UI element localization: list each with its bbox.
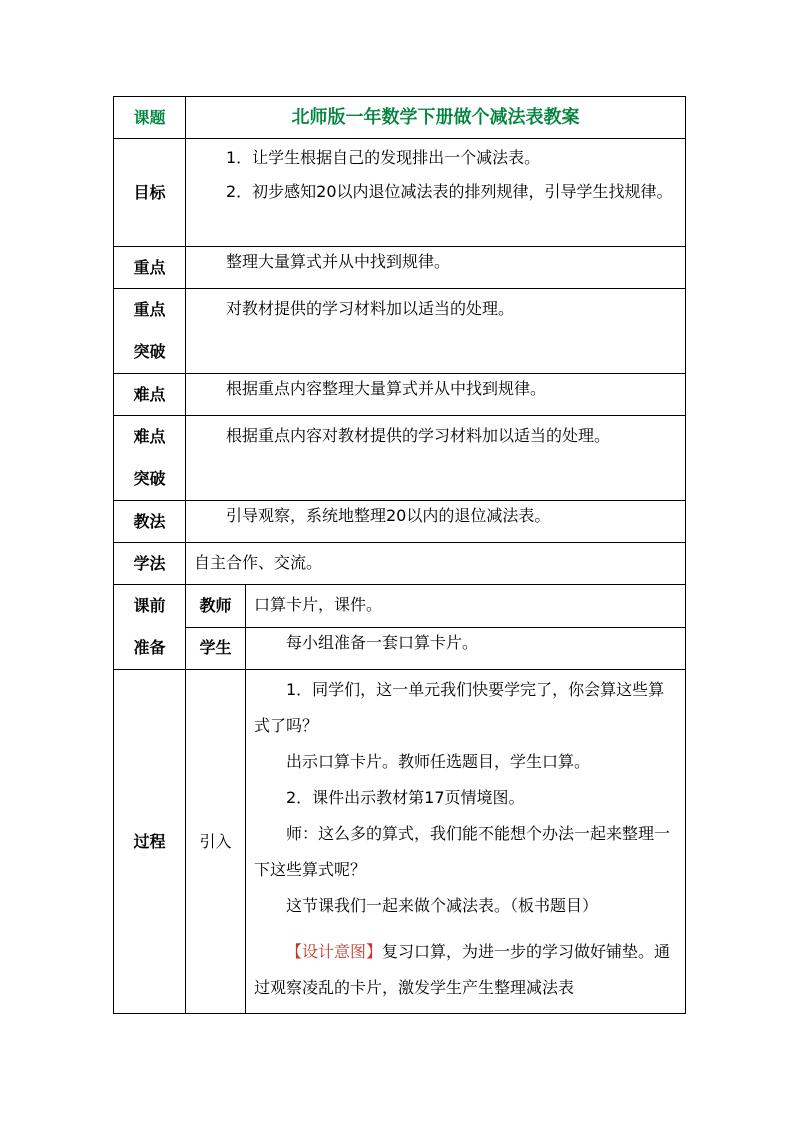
goal-item: 1．让学生根据自己的发现排出一个减法表。	[226, 148, 541, 167]
page-title: 北师版一年数学下册做个减法表教案	[186, 97, 686, 139]
key-break-label-1: 重点	[133, 300, 166, 319]
process-stage: 引入	[186, 670, 246, 1014]
difficulty-label: 难点	[114, 374, 186, 416]
prep-student-row	[114, 627, 686, 670]
key-break-text: 对教材提供的学习材料加以适当的处理。	[186, 289, 686, 374]
key-break-row	[114, 289, 686, 374]
process-line: 1．同学们，这一单元我们快要学完了，你会算这些算式了吗？	[254, 680, 665, 735]
diff-break-label-2: 突破	[133, 469, 166, 488]
method-learn-row	[114, 543, 686, 585]
prep-teacher-row	[114, 585, 686, 628]
key-point-text: 整理大量算式并从中找到规律。	[186, 247, 686, 289]
prep-teacher-text: 口算卡片，课件。	[246, 585, 686, 628]
method-teach-text: 引导观察，系统地整理20以内的退位减法表。	[186, 501, 686, 543]
header-label: 课题	[114, 97, 186, 139]
key-break-label	[114, 289, 186, 374]
goals-content	[186, 139, 686, 247]
key-point-row	[114, 247, 686, 289]
process-line: 2．课件出示教材第17页情境图。	[286, 788, 525, 807]
method-learn-label: 学法	[114, 543, 186, 585]
process-line: 这节课我们一起来做个减法表。（板书题目）	[286, 896, 599, 915]
diff-break-text: 根据重点内容对教材提供的学习材料加以适当的处理。	[186, 416, 686, 501]
method-learn-text: 自主合作、交流。	[186, 543, 686, 585]
difficulty-row	[114, 374, 686, 416]
goals-row	[114, 139, 686, 247]
lesson-plan-table	[113, 96, 686, 1014]
process-line: 师：这么多的算式，我们能不能想个办法一起来整理一下这些算式呢？	[254, 824, 671, 879]
prep-label-2: 准备	[133, 638, 166, 657]
prep-label	[114, 585, 186, 670]
process-label: 过程	[114, 670, 186, 1014]
goals-label: 目标	[114, 139, 186, 247]
design-intent	[254, 934, 677, 1006]
method-teach-row	[114, 501, 686, 543]
diff-break-row	[114, 416, 686, 501]
difficulty-text: 根据重点内容整理大量算式并从中找到规律。	[186, 374, 686, 416]
goal-item: 2．初步感知20以内退位减法表的排列规律，引导学生找规律。	[226, 182, 673, 201]
header-row	[114, 97, 686, 139]
prep-student-label: 学生	[186, 627, 246, 670]
method-teach-label: 教法	[114, 501, 186, 543]
prep-student-text: 每小组准备一套口算卡片。	[246, 627, 686, 670]
prep-label-1: 课前	[133, 596, 166, 615]
key-break-label-2: 突破	[133, 342, 166, 361]
process-content	[246, 670, 686, 1014]
diff-break-label-1: 难点	[133, 427, 166, 446]
process-line: 出示口算卡片。教师任选题目，学生口算。	[286, 752, 591, 771]
design-intent-tag: 【设计意图】	[286, 942, 383, 961]
prep-teacher-label: 教师	[186, 585, 246, 628]
design-intent-text: 复习口算，为进一步的学习做好铺垫。通过观察凌乱的卡片，激发学生产生整理减法表	[254, 942, 671, 997]
process-row	[114, 670, 686, 1014]
key-point-label: 重点	[114, 247, 186, 289]
diff-break-label	[114, 416, 186, 501]
